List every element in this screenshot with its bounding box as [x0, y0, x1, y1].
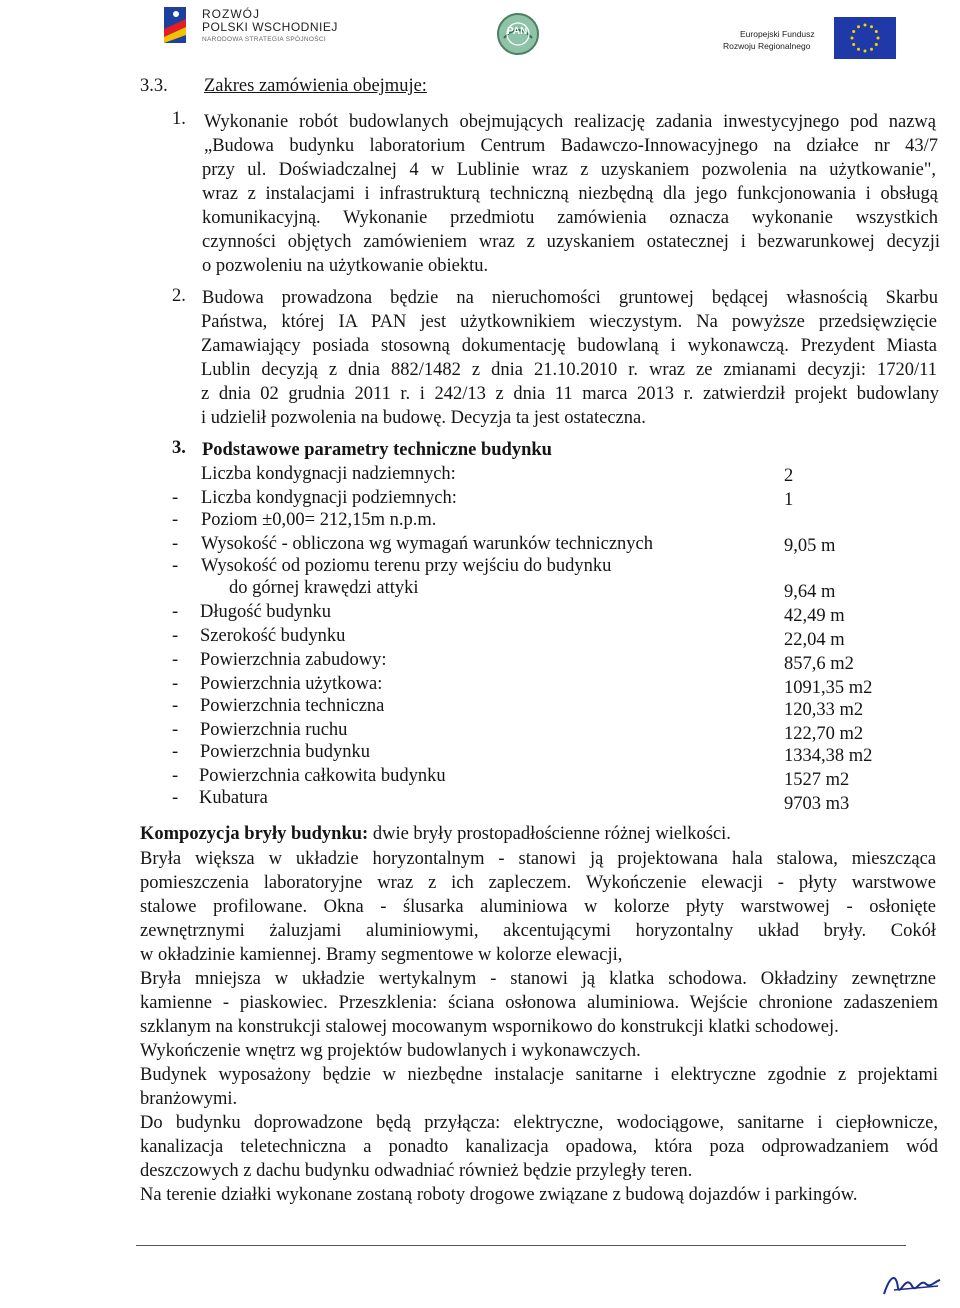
composition-line: kamienne - piaskowiec. Przeszklenia: ściana osłonowa aluminiowa. Wejście chronione zadaszeniem: [140, 993, 938, 1013]
parameter-label: Powierzchnia całkowita budynku: [199, 766, 446, 786]
item2-line: Państwa, której IA PAN jest użytkownikiem wieczystym. Na powyższe przedsięwzięcie: [201, 312, 937, 332]
rozwoj-logo-mark: [162, 5, 190, 45]
parameter-value: 1091,35 m2: [784, 678, 873, 698]
composition-line: Bryła większa w układzie horyzontalnym - stanowi ją projektowana hala stalowa, mieszcząca: [140, 849, 936, 869]
item1-line: Wykonanie robót budowlanych obejmujących realizację zadania inwestycyjnego pod nazwą: [204, 112, 936, 132]
parameter-dash: -: [172, 788, 179, 808]
pan-logo: [496, 12, 540, 56]
parameter-dash: -: [172, 766, 179, 786]
rozwoj-logo-line2: POLSKI WSCHODNIEJ: [202, 20, 338, 34]
eu-fund-line1: Europejski Fundusz: [740, 29, 815, 39]
composition-line: w okładzinie kamiennej. Bramy segmentowe w kolorze elewacji,: [140, 945, 623, 965]
item3-title: Podstawowe parametry techniczne budynku: [202, 440, 552, 460]
composition-line: szklanym na konstrukcji stalowej mocowanym wspornikowo do konstrukcji klatki schodowej.: [140, 1017, 839, 1037]
item1-line: wraz z instalacjami i infrastrukturą techniczną niezbędną dla jego funkcjonowania i obsługą: [202, 184, 938, 204]
parameter-value: 2: [784, 466, 794, 486]
item3-number: 3.: [172, 438, 186, 458]
item2-line: z dnia 02 grudnia 2011 r. i 242/13 z dnia 11 marca 2013 r. zatwierdził projekt budowlany: [201, 384, 939, 404]
parameter-dash: -: [172, 742, 179, 762]
parameter-dash: -: [172, 696, 179, 716]
composition-lead: [140, 823, 731, 845]
item1-line: komunikacyjną. Wykonanie przedmiotu zamówienia oznacza wykonanie wszystkich: [202, 208, 938, 228]
rozwoj-logo-line1: ROZWÓJ: [202, 7, 260, 21]
composition-line: kanalizacja teletechniczna a ponadto kanalizacja opadowa, która poza odprowadzaniem wód: [140, 1137, 938, 1157]
parameter-dash: -: [172, 720, 179, 740]
parameter-dash: -: [172, 534, 179, 554]
parameter-value: 9,05 m: [784, 536, 836, 556]
parameter-label: Kubatura: [199, 788, 268, 808]
parameter-label: Powierzchnia zabudowy:: [200, 650, 387, 670]
item1-line: „Budowa budynku laboratorium Centrum Badawczo-Innowacyjnego na działce nr 43/7: [204, 136, 938, 156]
section-number: 3.3.: [140, 76, 168, 96]
eu-star-icon: [857, 25, 860, 28]
item1-line: czynności objętych zamówieniem wraz z uzyskaniem ostatecznej i bezwarunkowej decyzji: [202, 232, 940, 252]
eu-star-icon: [852, 43, 855, 46]
parameter-label: Powierzchnia użytkowa:: [200, 674, 383, 694]
item1-line: o pozwoleniu na użytkowanie obiektu.: [202, 256, 489, 276]
item1-line: przy ul. Doświadczalnej 4 w Lublinie wraz z uzyskaniem pozwolenia na użytkowanie",: [202, 160, 936, 180]
parameter-label: Wysokość od poziomu terenu przy wejściu do budynku: [201, 556, 612, 576]
parameter-label: Liczba kondygnacji nadziemnych:: [201, 464, 456, 484]
parameter-value: 1527 m2: [784, 770, 850, 790]
item2-line: i udzielił pozwolenia na budowę. Decyzja ta jest ostateczna.: [201, 408, 646, 428]
parameter-dash: -: [172, 626, 179, 646]
parameter-label: Długość budynku: [200, 602, 332, 622]
eu-star-icon: [870, 25, 873, 28]
pan-logo-text: PAN: [507, 26, 528, 37]
parameter-value: 122,70 m2: [784, 724, 864, 744]
signature-icon: [880, 1266, 944, 1300]
eu-star-icon: [851, 37, 854, 40]
parameter-value: 9,64 m: [784, 582, 836, 602]
parameter-value: 1: [784, 490, 794, 510]
composition-line: branżowymi.: [140, 1089, 238, 1109]
parameter-label: Powierzchnia techniczna: [200, 696, 385, 716]
composition-line: Bryła mniejsza w układzie wertykalnym - stanowi ją klatka schodowa. Okładziny zewnętrzne: [140, 969, 936, 989]
parameter-label: Powierzchnia ruchu: [200, 720, 348, 740]
composition-line: Do budynku doprowadzone będą przyłącza: elektryczne, wodociągowe, sanitarne i ciepłownicze,: [140, 1113, 938, 1133]
eu-star-icon: [875, 43, 878, 46]
parameter-label: Wysokość - obliczona wg wymagań warunków technicznych: [201, 534, 653, 554]
parameter-label: do górnej krawędzi attyki: [229, 578, 419, 598]
parameter-dash: -: [172, 556, 179, 576]
eu-star-icon: [852, 30, 855, 33]
composition-line: deszczowych z dachu budynku odwadniać również będzie przyległy teren.: [140, 1161, 693, 1181]
item2-line: Budowa prowadzona będzie na nieruchomości gruntowej będącej własnością Skarbu: [202, 288, 938, 308]
parameter-dash: -: [172, 488, 179, 508]
parameter-dash: -: [172, 650, 179, 670]
composition-lead-rest: dwie bryły prostopadłościenne różnej wielkości.: [368, 824, 731, 844]
parameter-value: 1334,38 m2: [784, 746, 873, 766]
parameter-label: Poziom ±0,00= 212,15m n.p.m.: [201, 510, 437, 530]
parameter-value: 22,04 m: [784, 630, 845, 650]
eu-fund-line2: Rozwoju Regionalnego: [723, 41, 811, 51]
composition-line: stalowe profilowane. Okna - ślusarka aluminiowa w kolorze płyty warstwowej - osłonięte: [140, 897, 936, 917]
parameter-value: 120,33 m2: [784, 700, 864, 720]
composition-line: pomieszczenia laboratoryjne wraz z ich zapleczem. Wykończenie elewacji - płyty warstwowe: [140, 873, 936, 893]
eu-star-icon: [857, 48, 860, 51]
section-title: Zakres zamówienia obejmuje:: [204, 76, 427, 96]
eu-star-icon: [877, 37, 880, 40]
parameter-value: 857,6 m2: [784, 654, 854, 674]
eu-star-icon: [875, 30, 878, 33]
eu-flag-icon: [834, 17, 896, 59]
parameter-dash: -: [172, 674, 179, 694]
item1-number: 1.: [172, 109, 186, 129]
item2-line: Zamawiający posiada stosowną dokumentację budowlaną i wykonawczą. Prezydent Miasta: [201, 336, 937, 356]
composition-line: Na terenie działki wykonane zostaną roboty drogowe związane z budową dojazdów i parkingów.: [140, 1185, 858, 1205]
parameter-label: Szerokość budynku: [200, 626, 346, 646]
composition-line: zewnętrznymi żaluzjami aluminiowymi, akcentującymi horyzontalny układ bryły. Cokół: [140, 921, 936, 941]
rozwoj-logo: [162, 5, 372, 49]
parameter-label: Liczba kondygnacji podziemnych:: [201, 488, 457, 508]
rozwoj-logo-tagline: NARODOWA STRATEGIA SPÓJNOŚCI: [202, 36, 326, 43]
composition-line: Wykończenie wnętrz wg projektów budowlanych i wykonawczych.: [140, 1041, 641, 1061]
parameter-value: 9703 m3: [784, 794, 850, 814]
eu-star-icon: [864, 24, 867, 27]
parameter-value: 42,49 m: [784, 606, 845, 626]
eu-star-icon: [864, 50, 867, 53]
parameter-dash: -: [172, 602, 179, 622]
item2-line: Lublin decyzją z dnia 882/1482 z dnia 21.10.2010 r. wraz ze zmianami decyzji: 1720/11: [201, 360, 937, 380]
footer-rule: [136, 1245, 906, 1246]
eu-star-icon: [870, 48, 873, 51]
composition-line: Budynek wyposażony będzie w niezbędne instalacje sanitarne i elektryczne zgodnie z projektami: [140, 1065, 938, 1085]
parameter-label: Powierzchnia budynku: [200, 742, 371, 762]
parameter-dash: -: [172, 510, 179, 530]
eu-flag: [834, 17, 896, 59]
composition-lead-bold: Kompozycja bryły budynku:: [140, 824, 369, 844]
item2-number: 2.: [172, 286, 186, 306]
